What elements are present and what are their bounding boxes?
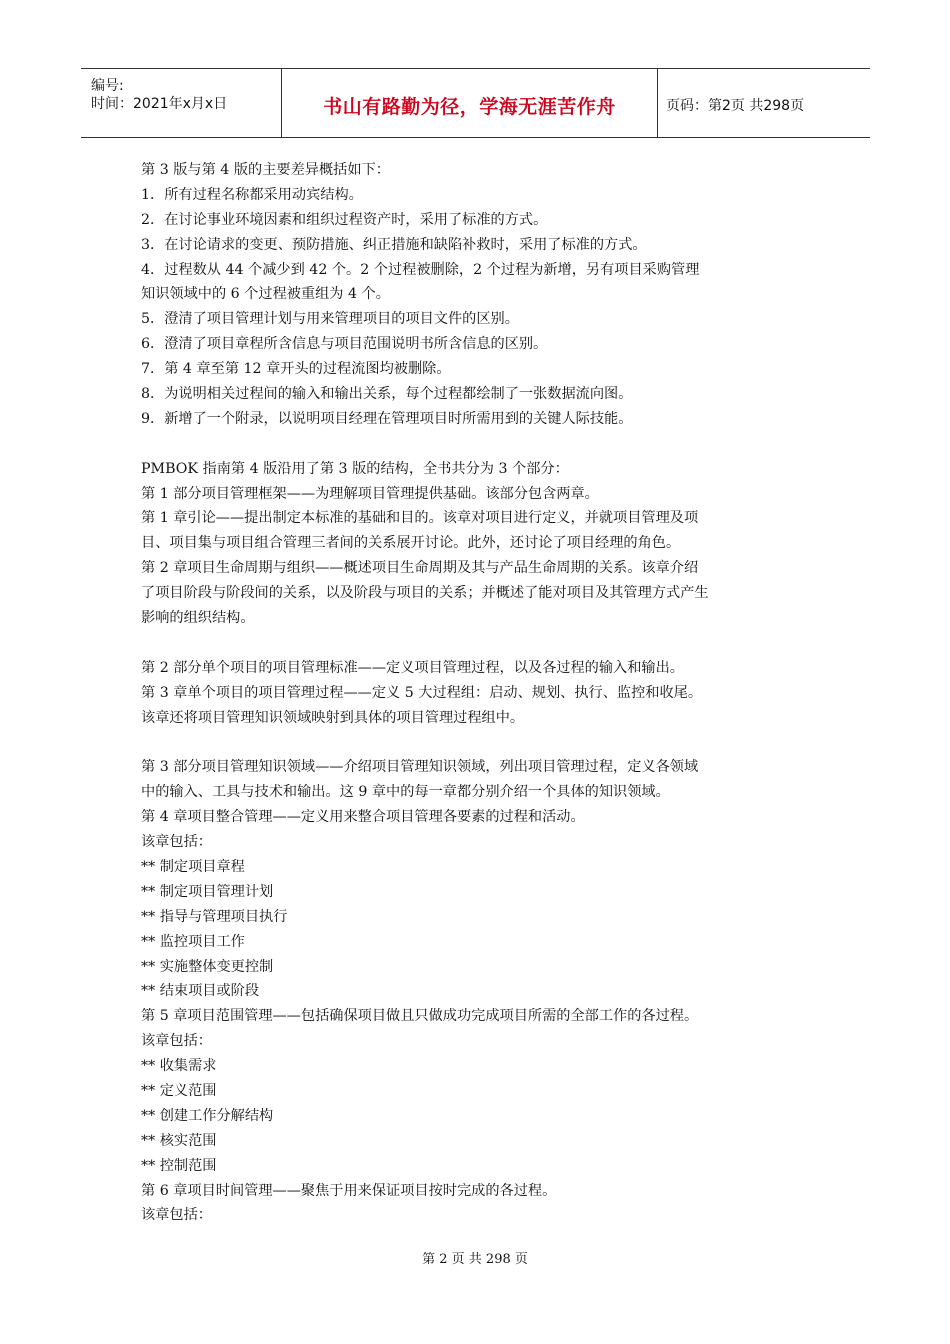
header-motto: 书山有路勤为径，学海无涯苦作舟: [323, 96, 616, 118]
text-line: ** 创建工作分解结构: [141, 1107, 274, 1124]
text-line: ** 实施整体变更控制: [141, 958, 274, 975]
document-body: [141, 158, 821, 1228]
document-number-label: 编号:: [91, 78, 124, 94]
text-line: ** 制定项目章程: [141, 858, 245, 875]
text-line: ** 定义范围: [141, 1082, 217, 1099]
text-line: 8．为说明相关过程间的输入和输出关系，每个过程都绘制了一张数据流向图。: [141, 386, 633, 403]
text-line: 该章包括：: [141, 834, 212, 851]
header-motto-cell: [282, 69, 658, 137]
text-line: 该章包括：: [141, 1033, 212, 1050]
text-line: ** 制定项目管理计划: [141, 883, 274, 900]
text-line: ** 核实范围: [141, 1132, 217, 1149]
text-line: 第 6 章项目时间管理——聚焦于用来保证项目按时完成的各过程。: [141, 1182, 557, 1199]
text-line: 第 2 章项目生命周期与组织——概述项目生命周期及其与产品生命周期的关系。该章介绍: [141, 560, 699, 577]
blank-line: [141, 631, 821, 656]
text-line: 6．澄清了项目章程所含信息与项目范围说明书所含信息的区别。: [141, 336, 548, 353]
text-line: 该章包括：: [141, 1207, 212, 1224]
text-line: 中的输入、工具与技术和输出。这 9 章中的每一章都分别介绍一个具体的知识领域。: [141, 784, 670, 801]
text-line: 该章还将项目管理知识领域映射到具体的项目管理过程组中。: [141, 709, 525, 726]
text-line: 第 2 部分单个项目的项目管理标准——定义项目管理过程，以及各过程的输入和输出。: [141, 659, 684, 676]
text-line: 第 5 章项目范围管理——包括确保项目做且只做成功完成项目所需的全部工作的各过程。: [141, 1008, 699, 1025]
header-page-info: 页码：第2页 共298页: [666, 98, 805, 114]
text-line: 7．第 4 章至第 12 章开头的过程流图均被删除。: [141, 361, 451, 378]
text-line: 4．过程数从 44 个减少到 42 个。2 个过程被删除，2 个过程为新增，另有项目采购管理: [141, 261, 700, 278]
text-line: 第 4 章项目整合管理——定义用来整合项目管理各要素的过程和活动。: [141, 809, 585, 826]
text-line: 3．在讨论请求的变更、预防措施、纠正措施和缺陷补救时，采用了标准的方式。: [141, 236, 647, 253]
text-line: ** 收集需求: [141, 1058, 217, 1075]
text-line: 第 3 部分项目管理知识领域——介绍项目管理知识领域，列出项目管理过程，定义各领域: [141, 759, 699, 776]
footer-page-number: 第 2 页 共 298 页: [422, 1252, 528, 1267]
text-line: 1．所有过程名称都采用动宾结构。: [141, 186, 363, 203]
header-page-cell: [658, 69, 870, 137]
blank-line: [141, 730, 821, 755]
text-line: 第 1 部分项目管理框架——为理解项目管理提供基础。该部分包含两章。: [141, 485, 599, 502]
text-line: 知识领域中的 6 个过程被重组为 4 个。: [141, 286, 390, 303]
text-line: 第 1 章引论——提出制定本标准的基础和目的。该章对项目进行定义，并就项目管理及项: [141, 510, 699, 527]
text-line: ** 结束项目或阶段: [141, 983, 260, 1000]
text-line: ** 指导与管理项目执行: [141, 908, 288, 925]
text-line: 影响的组织结构。: [141, 610, 255, 627]
text-line: 第 3 章单个项目的项目管理过程——定义 5 大过程组：启动、规划、执行、监控和收尾。: [141, 684, 703, 701]
text-line: 5．澄清了项目管理计划与用来管理项目的项目文件的区别。: [141, 311, 519, 328]
blank-line: [141, 432, 821, 457]
text-line: 2．在讨论事业环境因素和组织过程资产时，采用了标准的方式。: [141, 211, 548, 228]
page-header: [81, 68, 870, 138]
text-line: ** 控制范围: [141, 1157, 217, 1174]
text-line: 了项目阶段与阶段间的关系，以及阶段与项目的关系；并概述了能对项目及其管理方式产生: [141, 585, 709, 602]
text-line: 9．新增了一个附录，以说明项目经理在管理项目时所需用到的关键人际技能。: [141, 410, 633, 427]
page-footer: [0, 1248, 950, 1267]
text-line: 第 3 版与第 4 版的主要差异概括如下：: [141, 162, 390, 178]
header-meta-cell: [81, 69, 282, 137]
document-time-label: 时间：2021年x月x日: [91, 96, 228, 112]
text-line: ** 监控项目工作: [141, 933, 245, 950]
text-line: 目、项目集与项目组合管理三者间的关系展开讨论。此外，还讨论了项目经理的角色。: [141, 535, 681, 552]
text-line: PMBOK 指南第 4 版沿用了第 3 版的结构，全书共分为 3 个部分：: [141, 460, 569, 477]
